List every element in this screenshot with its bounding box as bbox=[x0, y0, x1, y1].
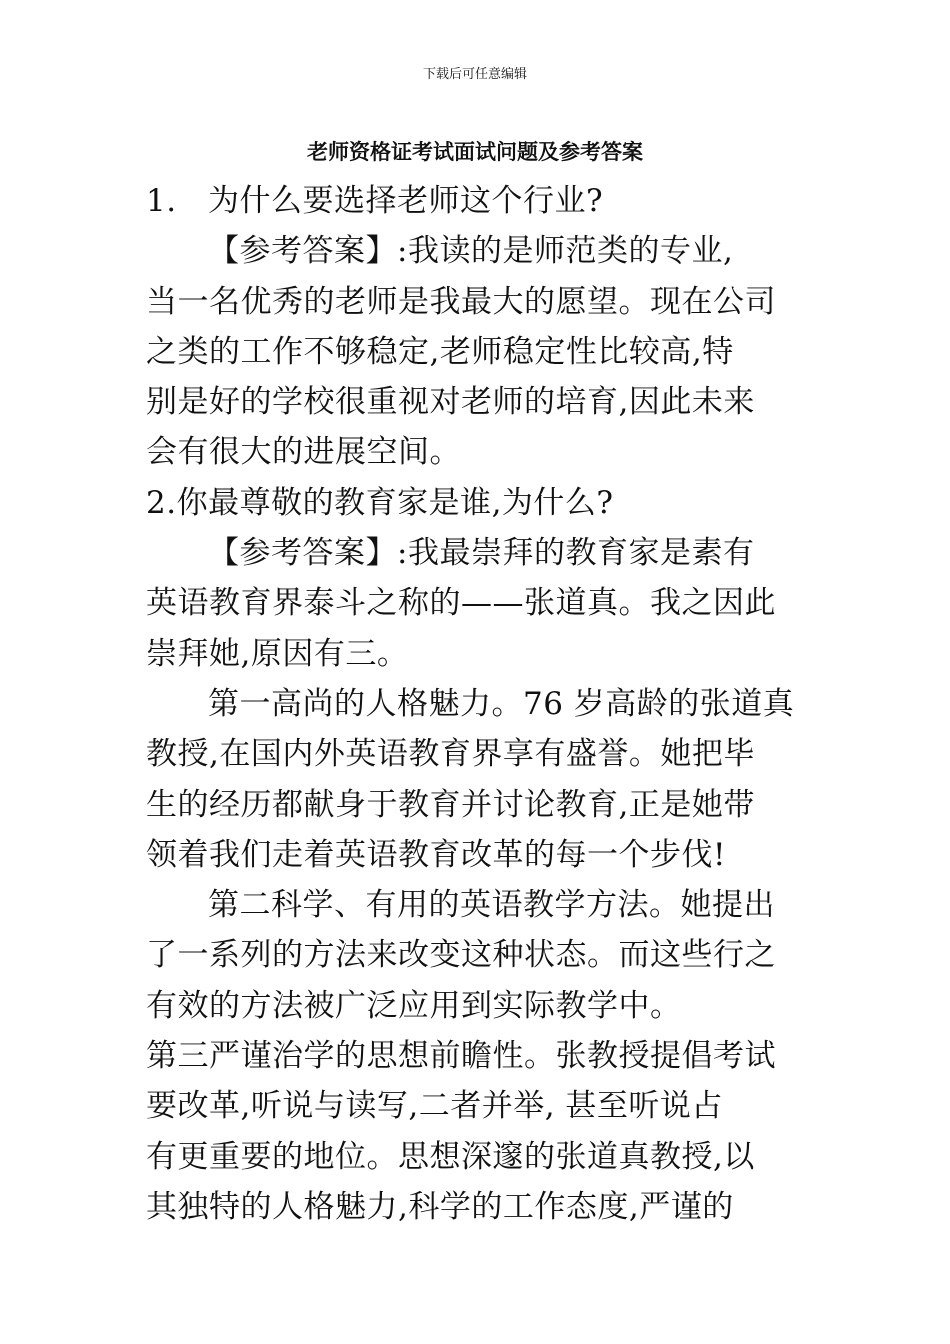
answer-1-line: 之类的工作不够稳定,老师稳定性比较高,特 bbox=[146, 333, 734, 370]
question-1-number: 1. bbox=[146, 183, 177, 219]
question-1 bbox=[146, 176, 816, 226]
point-2-line: 第二科学、有用的英语教学方法。她提出 bbox=[208, 887, 775, 924]
header-note: 下载后可任意编辑 bbox=[422, 67, 527, 82]
point-1-line: 领着我们走着英语教育改革的每一个步伐! bbox=[146, 836, 726, 873]
point-3-line: 有更重要的地位。思想深邃的张道真教授,以 bbox=[146, 1138, 755, 1175]
point-3-line: 其独特的人格魅力,科学的工作态度,严谨的 bbox=[146, 1188, 734, 1225]
document-body bbox=[146, 176, 816, 1232]
answer-1-line: 【参考答案】:我读的是师范类的专业, bbox=[208, 233, 734, 270]
point-1-line: 生的经历都献身于教育并讨论教育,正是她带 bbox=[146, 786, 755, 823]
answer-2-line: 英语教育界泰斗之称的——张道真。我之因此 bbox=[146, 585, 776, 622]
point-3-line: 第三严谨治学的思想前瞻性。张教授提倡考试 bbox=[146, 1038, 776, 1075]
answer-2-line: 【参考答案】:我最崇拜的教育家是素有 bbox=[208, 535, 755, 572]
answer-2-line: 崇拜她,原因有三。 bbox=[146, 635, 409, 672]
page-title: 老师资格证考试面试问题及参考答案 bbox=[307, 139, 643, 164]
point-1-line: 教授,在国内外英语教育界享有盛誉。她把毕 bbox=[146, 736, 755, 773]
question-2: 2.你最尊敬的教育家是谁,为什么? bbox=[146, 484, 614, 521]
point-1-line: 第一高尚的人格魅力。76 岁高龄的张道真 bbox=[208, 685, 795, 722]
question-1-text: 为什么要选择老师这个行业? bbox=[208, 183, 604, 219]
point-3-line: 要改革,听说与读写,二者并举, 甚至听说占 bbox=[146, 1088, 723, 1125]
answer-1-line: 会有很大的进展空间。 bbox=[146, 434, 461, 471]
point-2-line: 有效的方法被广泛应用到实际教学中。 bbox=[146, 987, 682, 1024]
point-2-line: 了一系列的方法来改变这种状态。而这些行之 bbox=[146, 937, 776, 974]
answer-1-line: 当一名优秀的老师是我最大的愿望。现在公司 bbox=[146, 283, 776, 320]
answer-1-line: 别是好的学校很重视对老师的培育,因此未来 bbox=[146, 384, 755, 421]
